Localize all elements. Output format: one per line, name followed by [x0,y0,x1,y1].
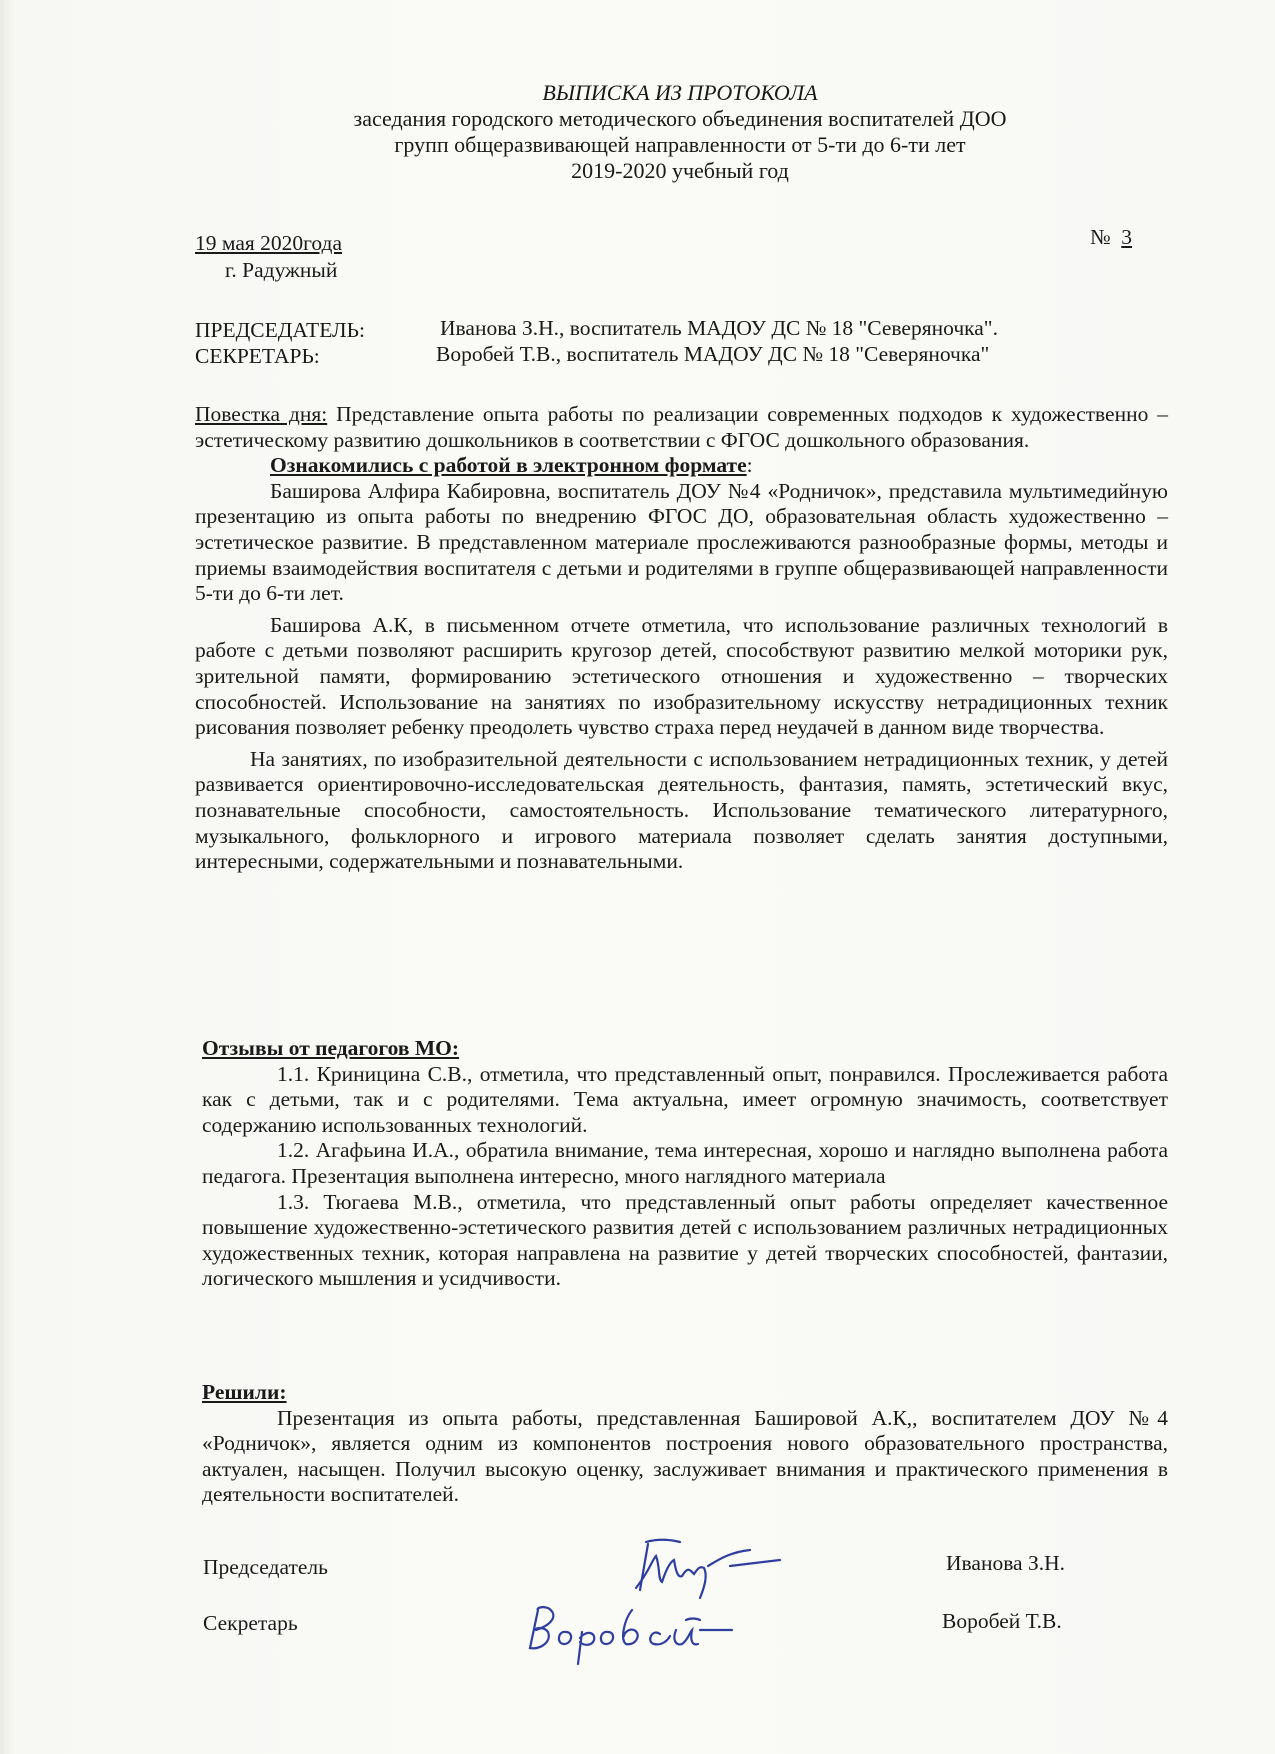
chair-value: Иванова З.Н., воспитатель МАДОУ ДС № 18 "Северяночка". [440,316,998,340]
document-subtitle-line3: 2019-2020 учебный год [571,158,789,183]
signature-secretary-name: Воробей Т.В. [942,1609,1062,1633]
agenda-section [195,402,1168,875]
review-item-2: 1.2. Агафьина И.А., обратила внимание, тема интересная, хорошо и наглядно выполнена работа педагога. Презентация выполнена интересно, много наглядного материала [202,1138,1168,1188]
familiarized-heading: Ознакомились с работой в электронном формате [270,453,747,478]
secretary-signature-image [520,1590,750,1670]
decision-text: Презентация из опыта работы, представленная Башировой А.К,, воспитателем ДОУ №4 «Родничок», является одним из компонентов построения нового образовательного пространства, актуален, насыщен. Получил высокую оценку, заслуживает внимания и практического применения в деятельности воспитателей. [202,1405,1168,1507]
agenda-label: Повестка дня: [195,402,328,426]
number-sign: № [1090,225,1111,249]
review-item-3: 1.3. Тюгаева М.В., отметила, что представленный опыт работы определяет качественное повышение художественно-эстетического развития детей с использованием различных нетрадиционных художественных техник, которая направлена на развитие у детей творческих способностей, фантазии, логического мышления и усидчивости. [202,1189,1168,1291]
signature-chair-name: Иванова З.Н. [946,1551,1066,1575]
meeting-date: 19 мая 2020года [195,231,343,255]
familiarized-heading-colon: : [746,453,753,478]
review-item-1: 1.1. Криницина С.В., отметила, что представленный опыт, понравился. Прослеживается работа как с детьми, так и с родителями. Тема актуальна, имеет огромную значимость, соответствует содержанию использованных технологий. [202,1061,1168,1137]
protocol-number [1090,225,1132,251]
secretary-label: СЕКРЕТАРЬ: [195,344,320,368]
meeting-city: г. Радужный [225,258,338,282]
familiarized-paragraph-2: Баширова А.К, в письменном отчете отметила, что использование различных технологий в работе с детьми позволяют расширить кругозор детей, способствуют развитию мелкой моторики рук, зрительной памяти, формированию эстетического отношения и художественно – творческих способностей. Использование на занятиях по изобразительному искусству нетрадиционных техник рисования позволяет ребенку преодолеть чувство страха перед неудачей в данном виде творчества. [195,612,1168,740]
reviews-heading: Отзывы от педагогов МО: [202,1036,460,1060]
agenda-text: Представление опыта работы по реализации современных подходов к художественно – эстетическому развитию дошкольников в соответствии с ФГОС дошкольного образования. [195,402,1168,452]
signature-chair-label: Председатель [203,1555,328,1579]
chair-label: ПРЕДСЕДАТЕЛЬ: [195,318,365,342]
signature-secretary-label: Секретарь [203,1611,298,1635]
secretary-value: Воробей Т.В., воспитатель МАДОУ ДС № 18 "Северяночка" [436,342,990,366]
decision-section [202,1380,1168,1508]
decision-heading: Решили: [202,1380,287,1404]
familiarized-paragraph-3: На занятиях, по изобразительной деятельности с использованием нетрадиционных техник, у детей развивается ориентировочно-исследовательская деятельность, фантазия, память, эстетический вкус, познавательные способности, самостоятельность. Использование тематического литературного, музыкального, фольклорного и игрового материала позволяет сделать занятия доступными, интересными, содержательными и познавательными. [195,746,1168,874]
number-value: 3 [1121,225,1133,249]
document-subtitle-line2: групп общеразвивающей направленности от 5-ти до 6-ти лет [394,132,966,157]
reviews-section [202,1036,1168,1292]
document-subtitle-line1: заседания городского методического объединения воспитателей ДОО [353,106,1007,131]
document-title: ВЫПИСКА ИЗ ПРОТОКОЛА [542,80,818,105]
familiarized-paragraph-1: Баширова Алфира Кабировна, воспитатель ДОУ №4 «Родничок», представила мультимедийную презентацию из опыта работы по внедрению ФГОС ДО, образовательная область художественно – эстетическое развитие. В представленном материале прослеживаются разнообразные формы, методы и приемы взаимодействия воспитателя с детьми и родителями в группе общеразвивающей направленности 5-ти до 6-ти лет. [195,478,1168,606]
